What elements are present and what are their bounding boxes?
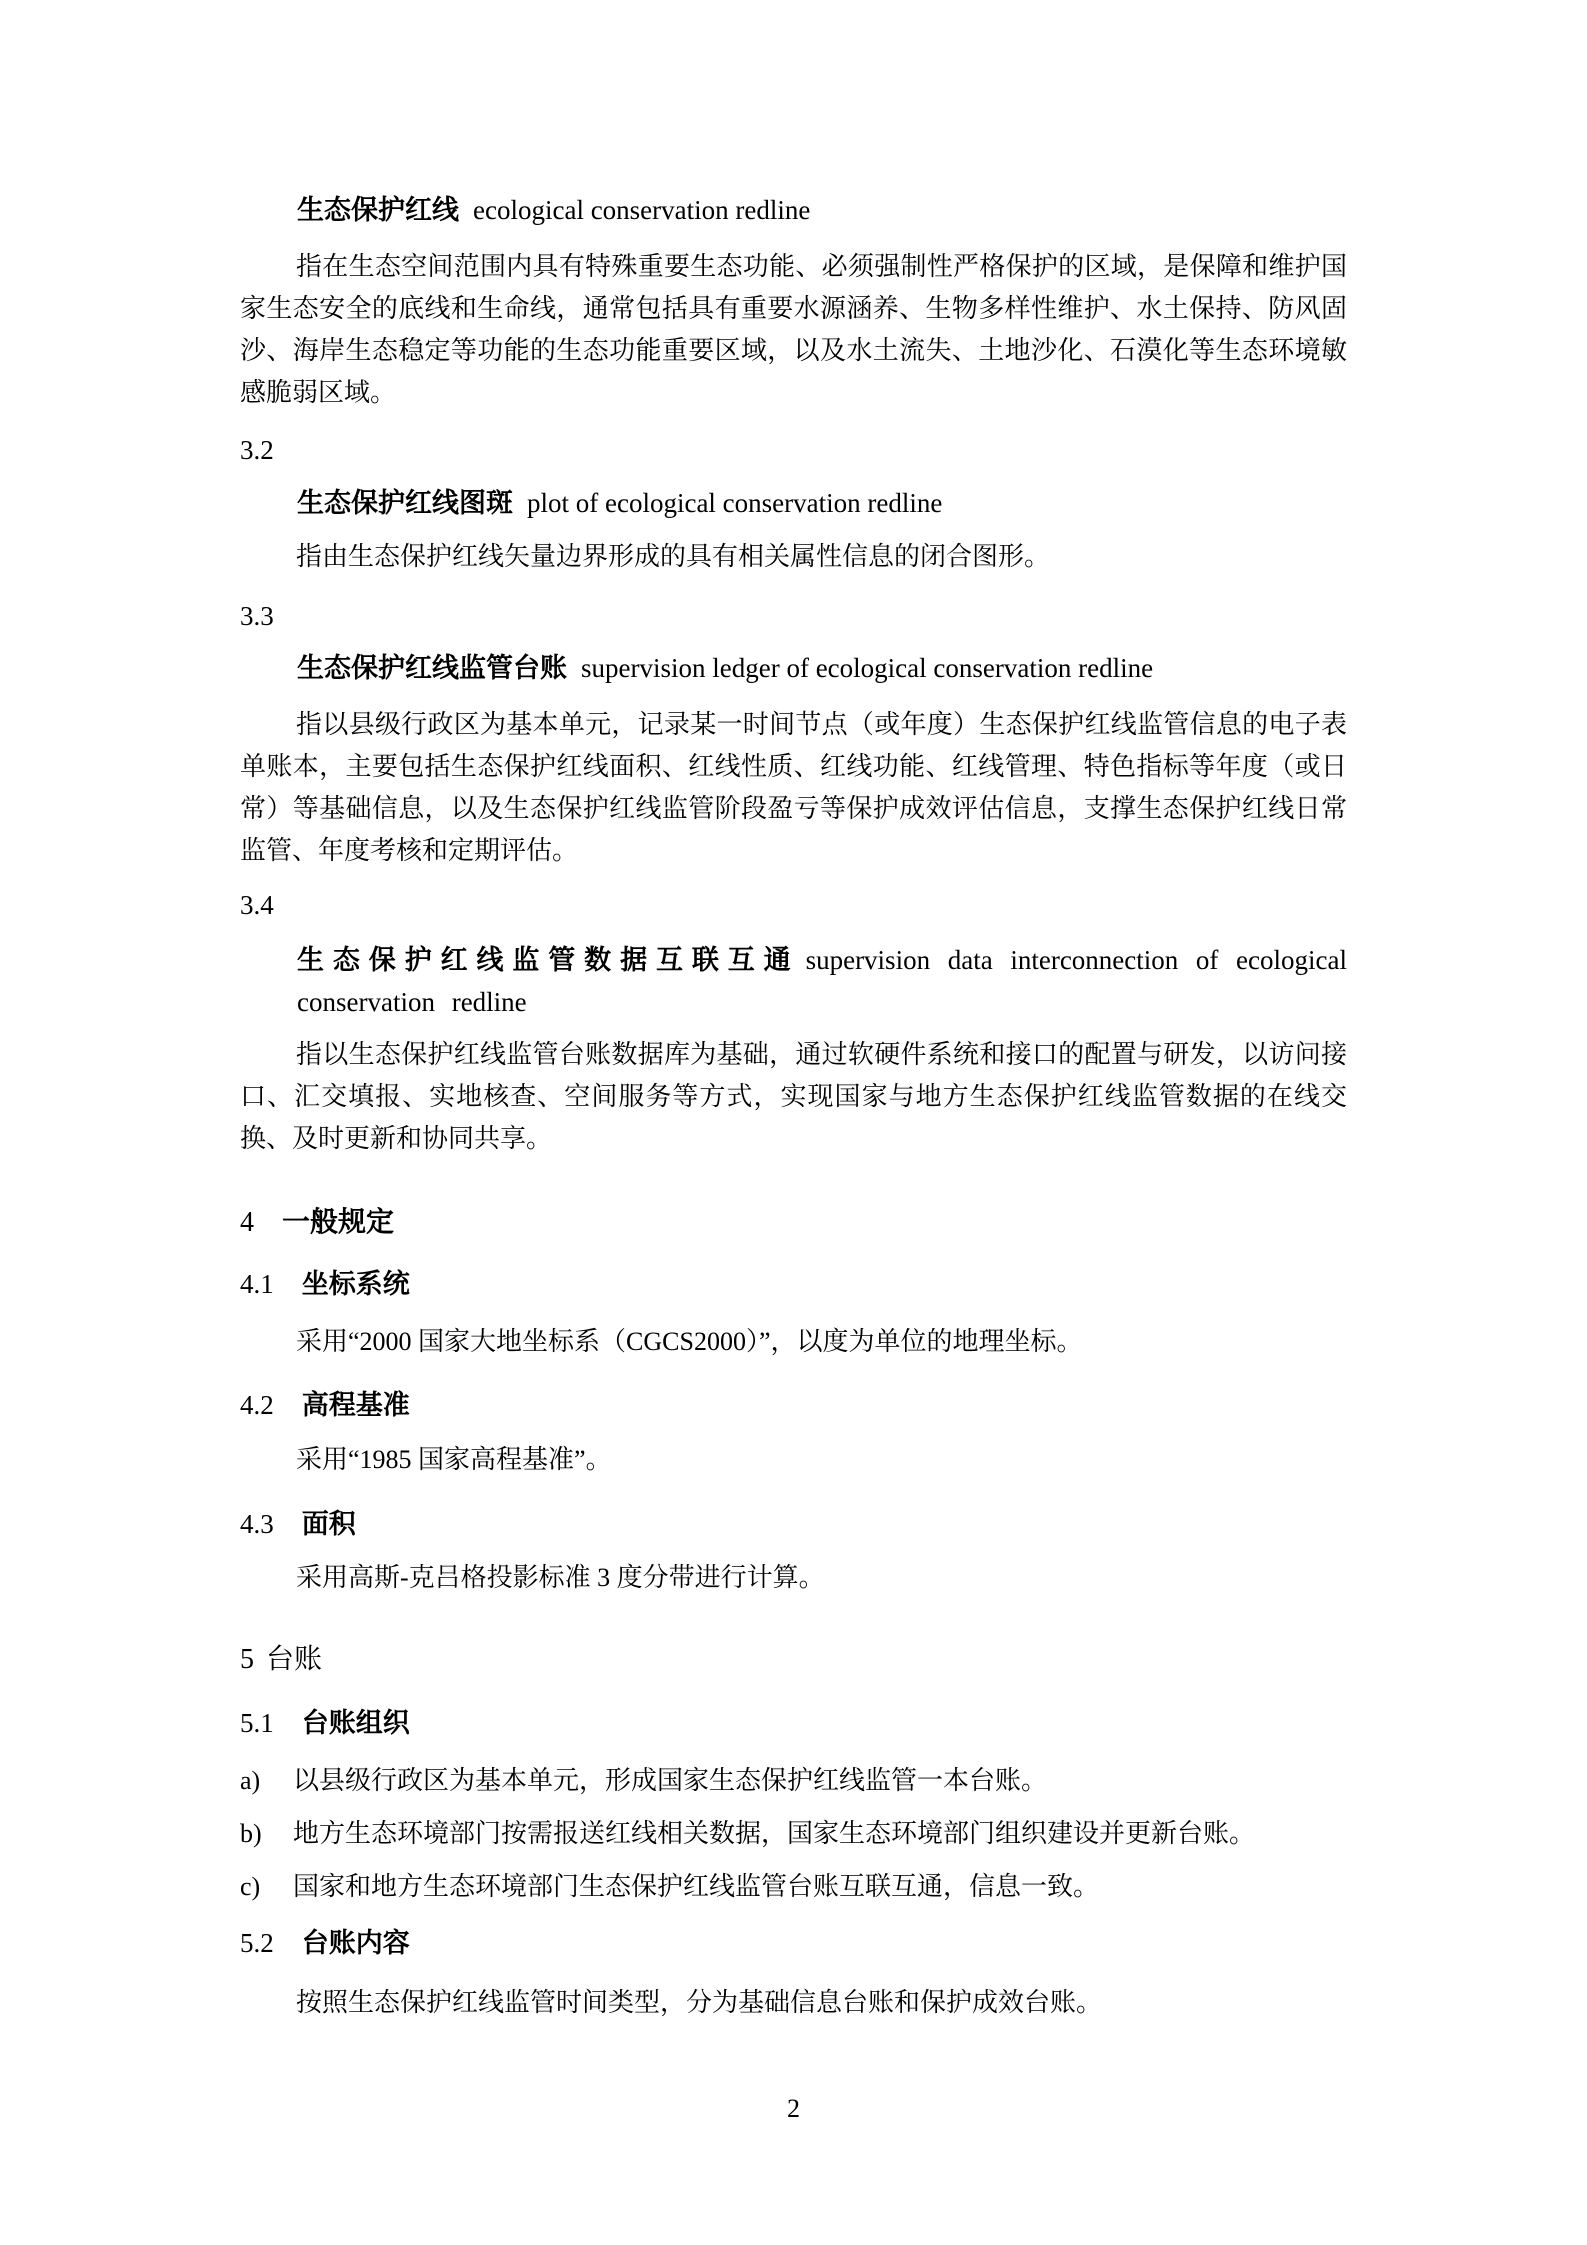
list-item-label: b)	[240, 1819, 262, 1848]
term-zh: 生态保护红线监管台账	[297, 653, 567, 683]
section-number: 5	[240, 1644, 254, 1675]
subsection-number: 5.1	[240, 1708, 274, 1738]
list-item-text: 以县级行政区为基本单元，形成国家生态保护红线监管一本台账。	[293, 1766, 1048, 1795]
section-title: 一般规定	[282, 1206, 395, 1237]
subsection-title: 台账组织	[301, 1708, 410, 1738]
page-number: 2	[787, 2094, 800, 2123]
subsection-heading	[240, 1702, 1347, 1745]
subsection-title: 高程基准	[301, 1390, 410, 1420]
clause-number: 3.4	[240, 890, 274, 920]
subsection-heading	[240, 1922, 1347, 1965]
term-heading	[297, 647, 1347, 689]
list-item-text: 国家和地方生态环境部门生态保护红线监管台账互联互通，信息一致。	[293, 1872, 1100, 1901]
subsection-heading	[240, 1503, 1347, 1546]
list-item-label: c)	[240, 1872, 261, 1901]
clause-number: 3.3	[240, 601, 274, 631]
list-item-text: 地方生态环境部门按需报送红线相关数据，国家生态环境部门组织建设并更新台账。	[293, 1819, 1256, 1848]
list-item	[240, 1760, 1347, 1802]
term-zh: 生态保护红线监管数据互联互通	[297, 945, 800, 975]
subsection-number: 5.2	[240, 1928, 274, 1958]
subsection-number: 4.1	[240, 1269, 274, 1299]
term-zh: 生态保护红线图斑	[297, 488, 513, 518]
term-definition: 指由生态保护红线矢量边界形成的具有相关属性信息的闭合图形。	[296, 542, 1051, 571]
term-heading	[297, 482, 1347, 524]
term-en: supervision data interconnection of ecological conservation redline	[297, 945, 1347, 1017]
term-heading	[297, 939, 1347, 1023]
section-number: 4	[240, 1207, 254, 1238]
clause-number: 3.2	[240, 435, 274, 465]
list-item	[240, 1813, 1347, 1855]
list-item	[240, 1866, 1347, 1908]
section-heading	[240, 1639, 1347, 1681]
subsection-number: 4.2	[240, 1390, 274, 1420]
subsection-title: 台账内容	[301, 1928, 410, 1958]
term-definition: 指以县级行政区为基本单元，记录某一时间节点（或年度）生态保护红线监管信息的电子表单账本，主要包括生态保护红线面积、红线性质、红线功能、红线管理、特色指标等年度（或日常）等基础信息，以及生态保护红线监管阶段盈亏等保护成效评估信息，支撑生态保护红线日常监管、年度考核和定期评估。	[240, 710, 1347, 865]
subsection-title: 面积	[301, 1509, 356, 1539]
term-en: plot of ecological conservation redline	[527, 488, 943, 518]
subsection-number: 4.3	[240, 1509, 274, 1539]
subsection-title: 坐标系统	[301, 1269, 410, 1299]
term-definition: 指以生态保护红线监管台账数据库为基础，通过软硬件系统和接口的配置与研发，以访问接口、汇交填报、实地核查、空间服务等方式，实现国家与地方生态保护红线监管数据的在线交换、及时更新和协同共享。	[240, 1040, 1347, 1153]
paragraph: 采用“2000 国家大地坐标系（CGCS2000）”，以度为单位的地理坐标。	[296, 1327, 1083, 1356]
term-heading	[297, 189, 1347, 231]
section-title: 台账	[266, 1644, 323, 1675]
paragraph: 按照生态保护红线监管时间类型，分为基础信息台账和保护成效台账。	[296, 1988, 1103, 2017]
subsection-heading	[240, 1263, 1347, 1306]
paragraph: 采用高斯-克吕格投影标准 3 度分带进行计算。	[296, 1563, 825, 1592]
document-content	[240, 0, 1347, 2130]
section-heading	[240, 1201, 1347, 1244]
term-en: supervision ledger of ecological conservation redline	[581, 653, 1154, 683]
subsection-heading	[240, 1384, 1347, 1427]
term-en: ecological conservation redline	[473, 195, 811, 225]
term-definition: 指在生态空间范围内具有特殊重要生态功能、必须强制性严格保护的区域，是保障和维护国家生态安全的底线和生命线，通常包括具有重要水源涵养、生物多样性维护、水土保持、防风固沙、海岸生态稳定等功能的生态功能重要区域，以及水土流失、土地沙化、石漠化等生态环境敏感脆弱区域。	[240, 252, 1347, 407]
term-zh: 生态保护红线	[297, 195, 459, 225]
list-item-label: a)	[240, 1766, 261, 1795]
paragraph: 采用“1985 国家高程基准”。	[296, 1445, 612, 1474]
